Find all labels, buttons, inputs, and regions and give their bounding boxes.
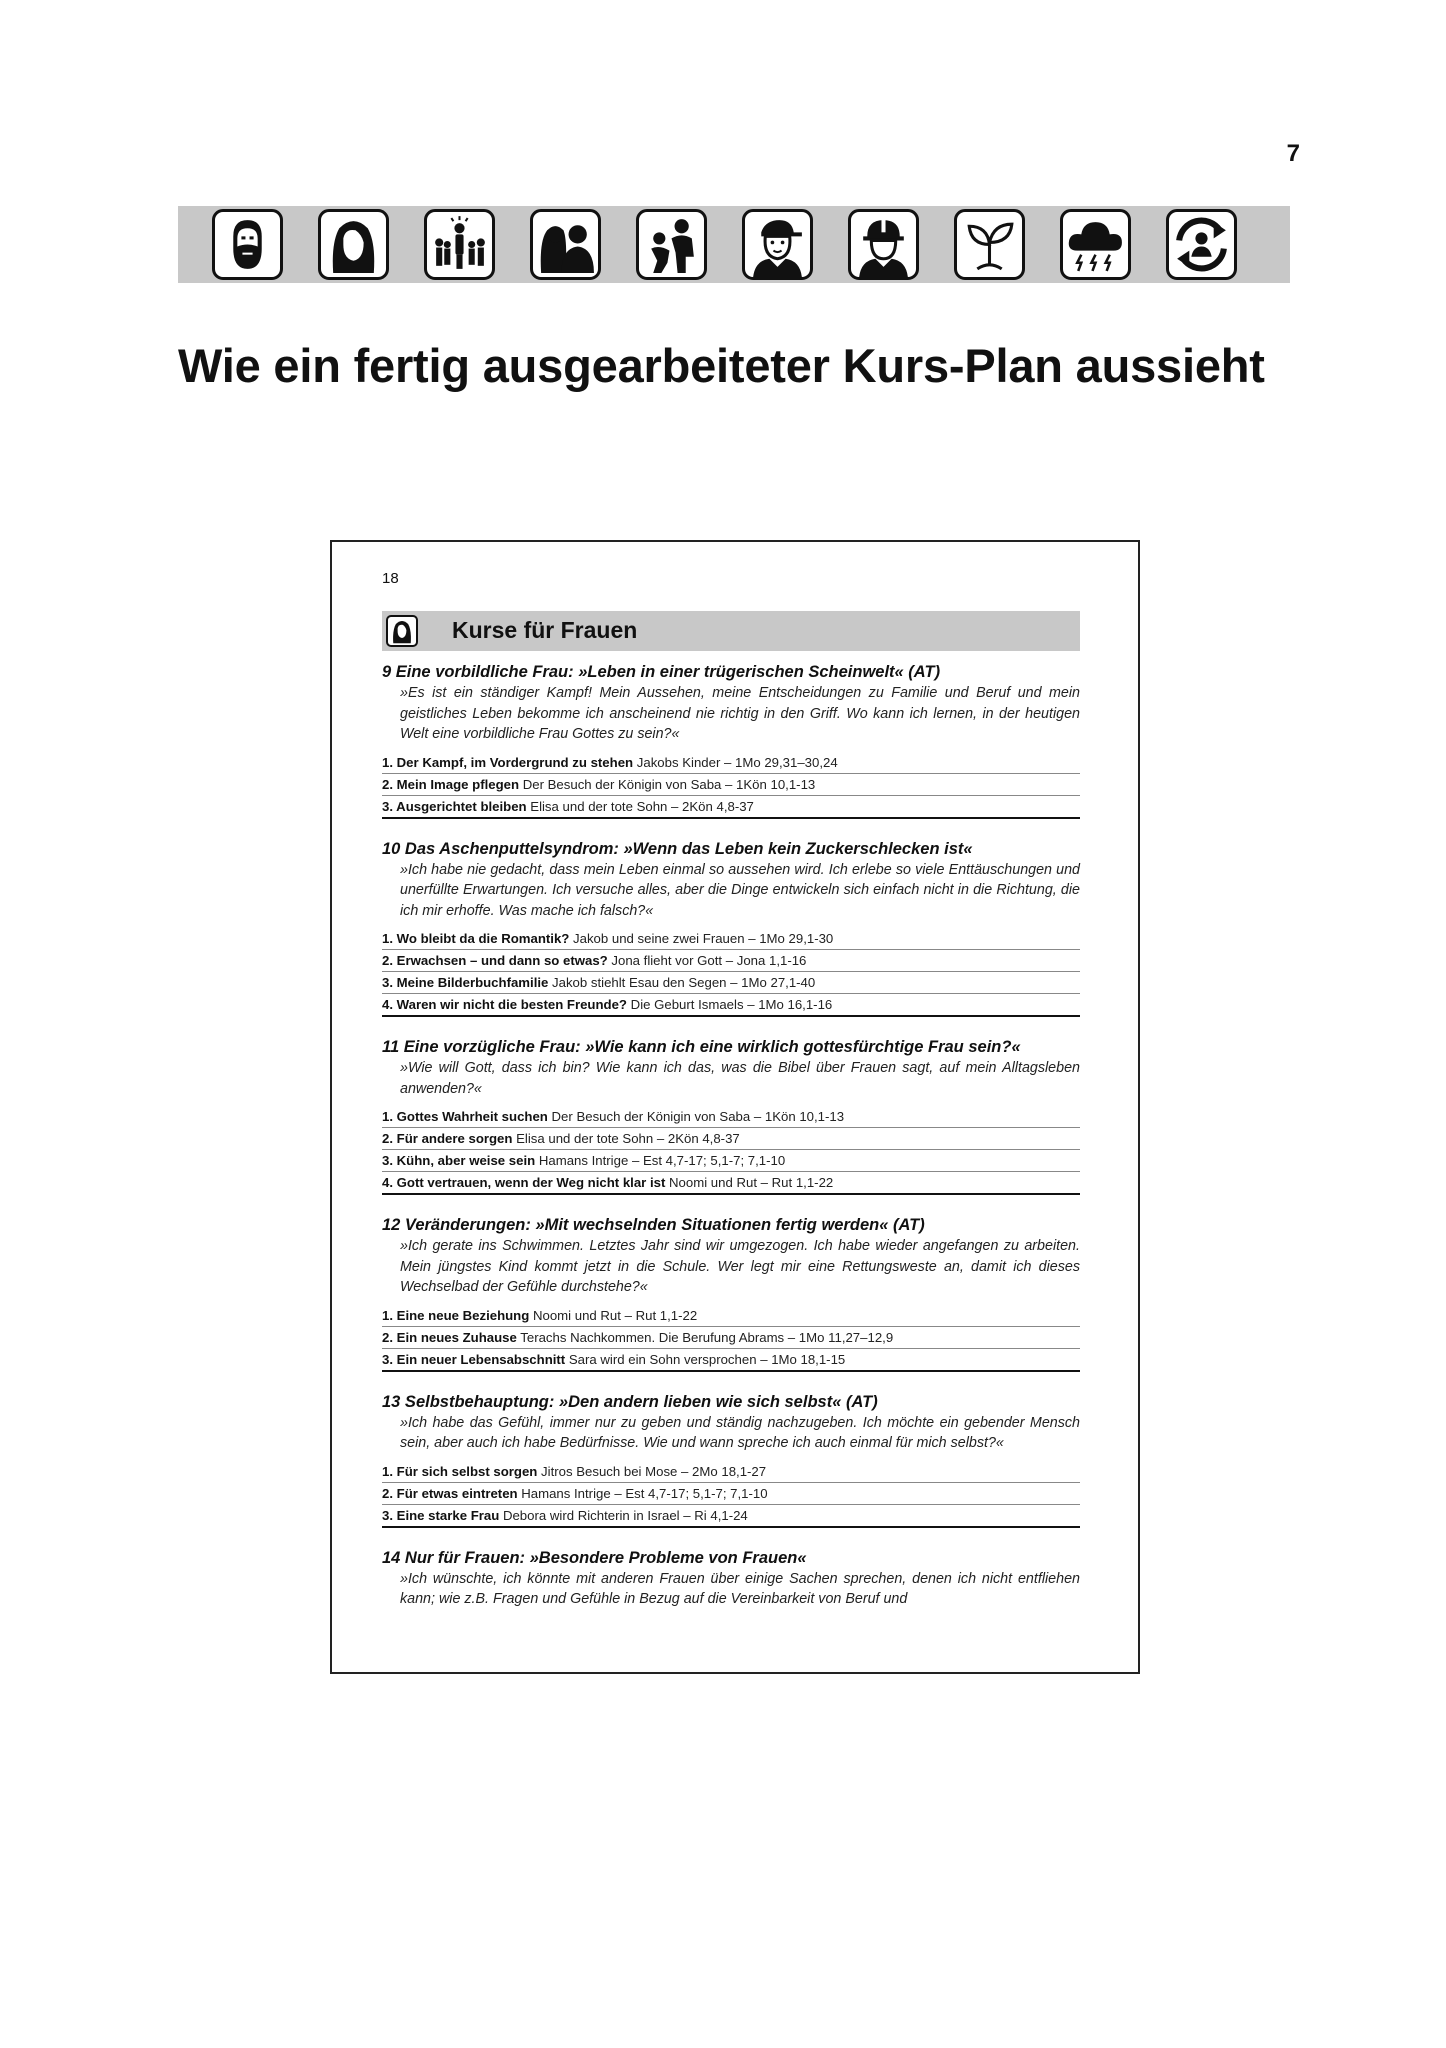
lesson-row — [382, 994, 1080, 1017]
lesson-passage: Hamans Intrige – Est 4,7-17; 5,1-7; 7,1-10 — [538, 1153, 786, 1168]
lesson-title: 1. Für sich selbst sorgen — [382, 1463, 538, 1479]
young-man-cap-icon — [742, 209, 813, 280]
person-cycle-icon — [1166, 209, 1237, 280]
course-title: 12 Veränderungen: »Mit wechselnden Situationen fertig werden« (AT) — [382, 1216, 925, 1234]
course-title: 13 Selbstbehauptung: »Den andern lieben wie sich selbst« (AT) — [382, 1392, 878, 1411]
parent-child-icon — [636, 209, 707, 280]
lesson-row — [382, 928, 1080, 950]
main-title: Wie ein fertig ausgearbeiteter Kurs-Plan aussieht — [178, 339, 1265, 392]
course-description: »Ich habe das Gefühl, immer nur zu geben und ständig nachzugeben. Ich möchte ein gebender Mensch sein, aber auch ich habe Bedürfnisse. Wie und wann spreche ich auch einmal für mich selbst?« — [400, 1414, 1080, 1451]
lesson-list — [382, 1461, 1080, 1528]
lesson-row — [382, 1305, 1080, 1327]
lesson-title: 1. Gottes Wahrheit suchen — [382, 1109, 548, 1124]
lesson-row — [382, 752, 1080, 774]
lesson-passage: Jakob und seine zwei Frauen – 1Mo 29,1-30 — [573, 931, 834, 946]
speaker-crowd-icon — [424, 209, 495, 280]
lesson-list — [382, 1106, 1080, 1195]
page-number: 7 — [1286, 140, 1300, 167]
lesson-row — [382, 972, 1080, 994]
course-block — [382, 1548, 1080, 1610]
lesson-title: 2. Erwachsen – und dann so etwas? — [382, 953, 608, 968]
course-description: »Wie will Gott, dass ich bin? Wie kann ich das, was die Bibel über Frauen sagt, auf mein Alltagsleben anwenden?« — [400, 1060, 1080, 1097]
lesson-title: 1. Der Kampf, im Vordergrund zu stehen — [382, 754, 634, 770]
lesson-passage: Der Besuch der Königin von Saba – 1Kön 10,1-13 — [522, 776, 816, 792]
course-title: 10 Das Aschenputtelsyndrom: »Wenn das Leben kein Zuckerschlecken ist« — [382, 839, 973, 858]
course-description: »Ich wünschte, ich könnte mit anderen Frauen über einige Sachen sprechen, denen ich nicht entfliehen kann; wie z.B. Fragen und Gefühle in Bezug auf die Vereinbarkeit von Beruf und — [400, 1570, 1080, 1607]
storm-cloud-icon — [1060, 209, 1131, 280]
lesson-row — [382, 1150, 1080, 1172]
lesson-passage: Noomi und Rut – Rut 1,1-22 — [532, 1307, 698, 1323]
lesson-title: 2. Für etwas eintreten — [382, 1485, 518, 1501]
lesson-row — [382, 1461, 1080, 1483]
course-title: 11 Eine vorzügliche Frau: »Wie kann ich eine wirklich gottesfürchtige Frau sein?« — [382, 1038, 1021, 1056]
lesson-passage: Elisa und der tote Sohn – 2Kön 4,8-37 — [516, 1131, 740, 1146]
lesson-row — [382, 1106, 1080, 1128]
lesson-list — [382, 928, 1080, 1017]
lesson-passage: Terachs Nachkommen. Die Berufung Abrams – 1Mo 11,27–12,9 — [520, 1329, 894, 1345]
lesson-list — [382, 1305, 1080, 1372]
lesson-row — [382, 1172, 1080, 1195]
couple-icon — [530, 209, 601, 280]
course-plan-preview — [330, 540, 1140, 1674]
lesson-title: 3. Ausgerichtet bleiben — [382, 798, 527, 814]
lesson-title: 2. Für andere sorgen — [382, 1131, 513, 1146]
woman-icon — [386, 615, 418, 647]
lesson-row — [382, 796, 1080, 819]
lesson-list — [382, 752, 1080, 819]
lesson-title: 3. Ein neuer Lebensabschnitt — [382, 1351, 566, 1367]
section-title: Kurse für Frauen — [452, 617, 638, 643]
lesson-title: 3. Kühn, aber weise sein — [382, 1153, 536, 1168]
section-header — [382, 611, 1080, 651]
icon-strip — [178, 206, 1290, 283]
course-title: 9 Eine vorbildliche Frau: »Leben in einer trügerischen Scheinwelt« (AT) — [382, 663, 941, 681]
lesson-passage: Jona flieht vor Gott – Jona 1,1-16 — [611, 953, 807, 968]
course-list — [382, 662, 1080, 1630]
lesson-passage: Der Besuch der Königin von Saba – 1Kön 10,1-13 — [551, 1109, 845, 1124]
worker-helmet-icon — [848, 209, 919, 280]
lesson-title: 4. Gott vertrauen, wenn der Weg nicht klar ist — [382, 1175, 666, 1190]
course-block — [382, 1037, 1080, 1195]
lesson-passage: Hamans Intrige – Est 4,7-17; 5,1-7; 7,1-10 — [521, 1485, 768, 1501]
lesson-row — [382, 1327, 1080, 1349]
lesson-row — [382, 774, 1080, 796]
course-title: 14 Nur für Frauen: »Besondere Probleme von Frauen« — [382, 1548, 807, 1567]
lesson-passage: Sara wird ein Sohn versprochen – 1Mo 18,1-15 — [568, 1351, 846, 1367]
course-description: »Ich gerate ins Schwimmen. Letztes Jahr sind wir umgezogen. Ich habe wieder angefangen zu arbeiten. Mein jüngstes Kind kommt jetzt in die Schule. Wer legt mir eine Rettungsweste an, damit ich dieses Wechselbad der Gefühle durchstehe?« — [400, 1238, 1080, 1295]
lesson-row — [382, 950, 1080, 972]
course-block — [382, 1392, 1080, 1528]
lesson-title: 1. Wo bleibt da die Romantik? — [382, 931, 570, 946]
lesson-passage: Die Geburt Ismaels – 1Mo 16,1-16 — [630, 997, 833, 1012]
sprout-icon — [954, 209, 1025, 280]
lesson-title: 3. Eine starke Frau — [382, 1507, 500, 1523]
lesson-row — [382, 1128, 1080, 1150]
lesson-passage: Debora wird Richterin in Israel – Ri 4,1-24 — [502, 1507, 748, 1523]
lesson-passage: Jakobs Kinder – 1Mo 29,31–30,24 — [636, 754, 838, 770]
lesson-row — [382, 1349, 1080, 1372]
course-block — [382, 662, 1080, 819]
lesson-title: 1. Eine neue Beziehung — [382, 1307, 530, 1323]
lesson-passage: Jitros Besuch bei Mose – 2Mo 18,1-27 — [541, 1463, 767, 1479]
lesson-title: 4. Waren wir nicht die besten Freunde? — [382, 997, 627, 1012]
course-block — [382, 839, 1080, 1018]
lesson-title: 2. Mein Image pflegen — [382, 776, 520, 792]
lesson-title: 3. Meine Bilderbuchfamilie — [382, 975, 549, 990]
bearded-man-icon — [212, 209, 283, 280]
preview-page-number: 18 — [382, 570, 399, 587]
lesson-passage: Noomi und Rut – Rut 1,1-22 — [669, 1175, 834, 1190]
lesson-passage: Jakob stiehlt Esau den Segen – 1Mo 27,1-40 — [552, 975, 816, 990]
lesson-row — [382, 1505, 1080, 1528]
course-description: »Es ist ein ständiger Kampf! Mein Aussehen, meine Entscheidungen zu Familie und Beruf und mein geistliches Leben bekomme ich anscheinend nie richtig in den Griff. Wo kann ich lernen, in der heutigen Welt eine vorbildliche Frau Gottes zu sein?« — [400, 685, 1080, 742]
lesson-title: 2. Ein neues Zuhause — [382, 1329, 517, 1345]
course-block — [382, 1215, 1080, 1372]
course-description: »Ich habe nie gedacht, dass mein Leben einmal so aussehen wird. Ich erlebe so viele Enttäuschungen und unerfüllte Erwartungen. Ich versuche alles, aber die Dinge entwickeln sich einfach nicht in die Richtung, die ich mir erhoffe. Was mache ich falsch?« — [400, 861, 1080, 919]
woman-icon — [318, 209, 389, 280]
lesson-row — [382, 1483, 1080, 1505]
lesson-passage: Elisa und der tote Sohn – 2Kön 4,8-37 — [530, 798, 754, 814]
